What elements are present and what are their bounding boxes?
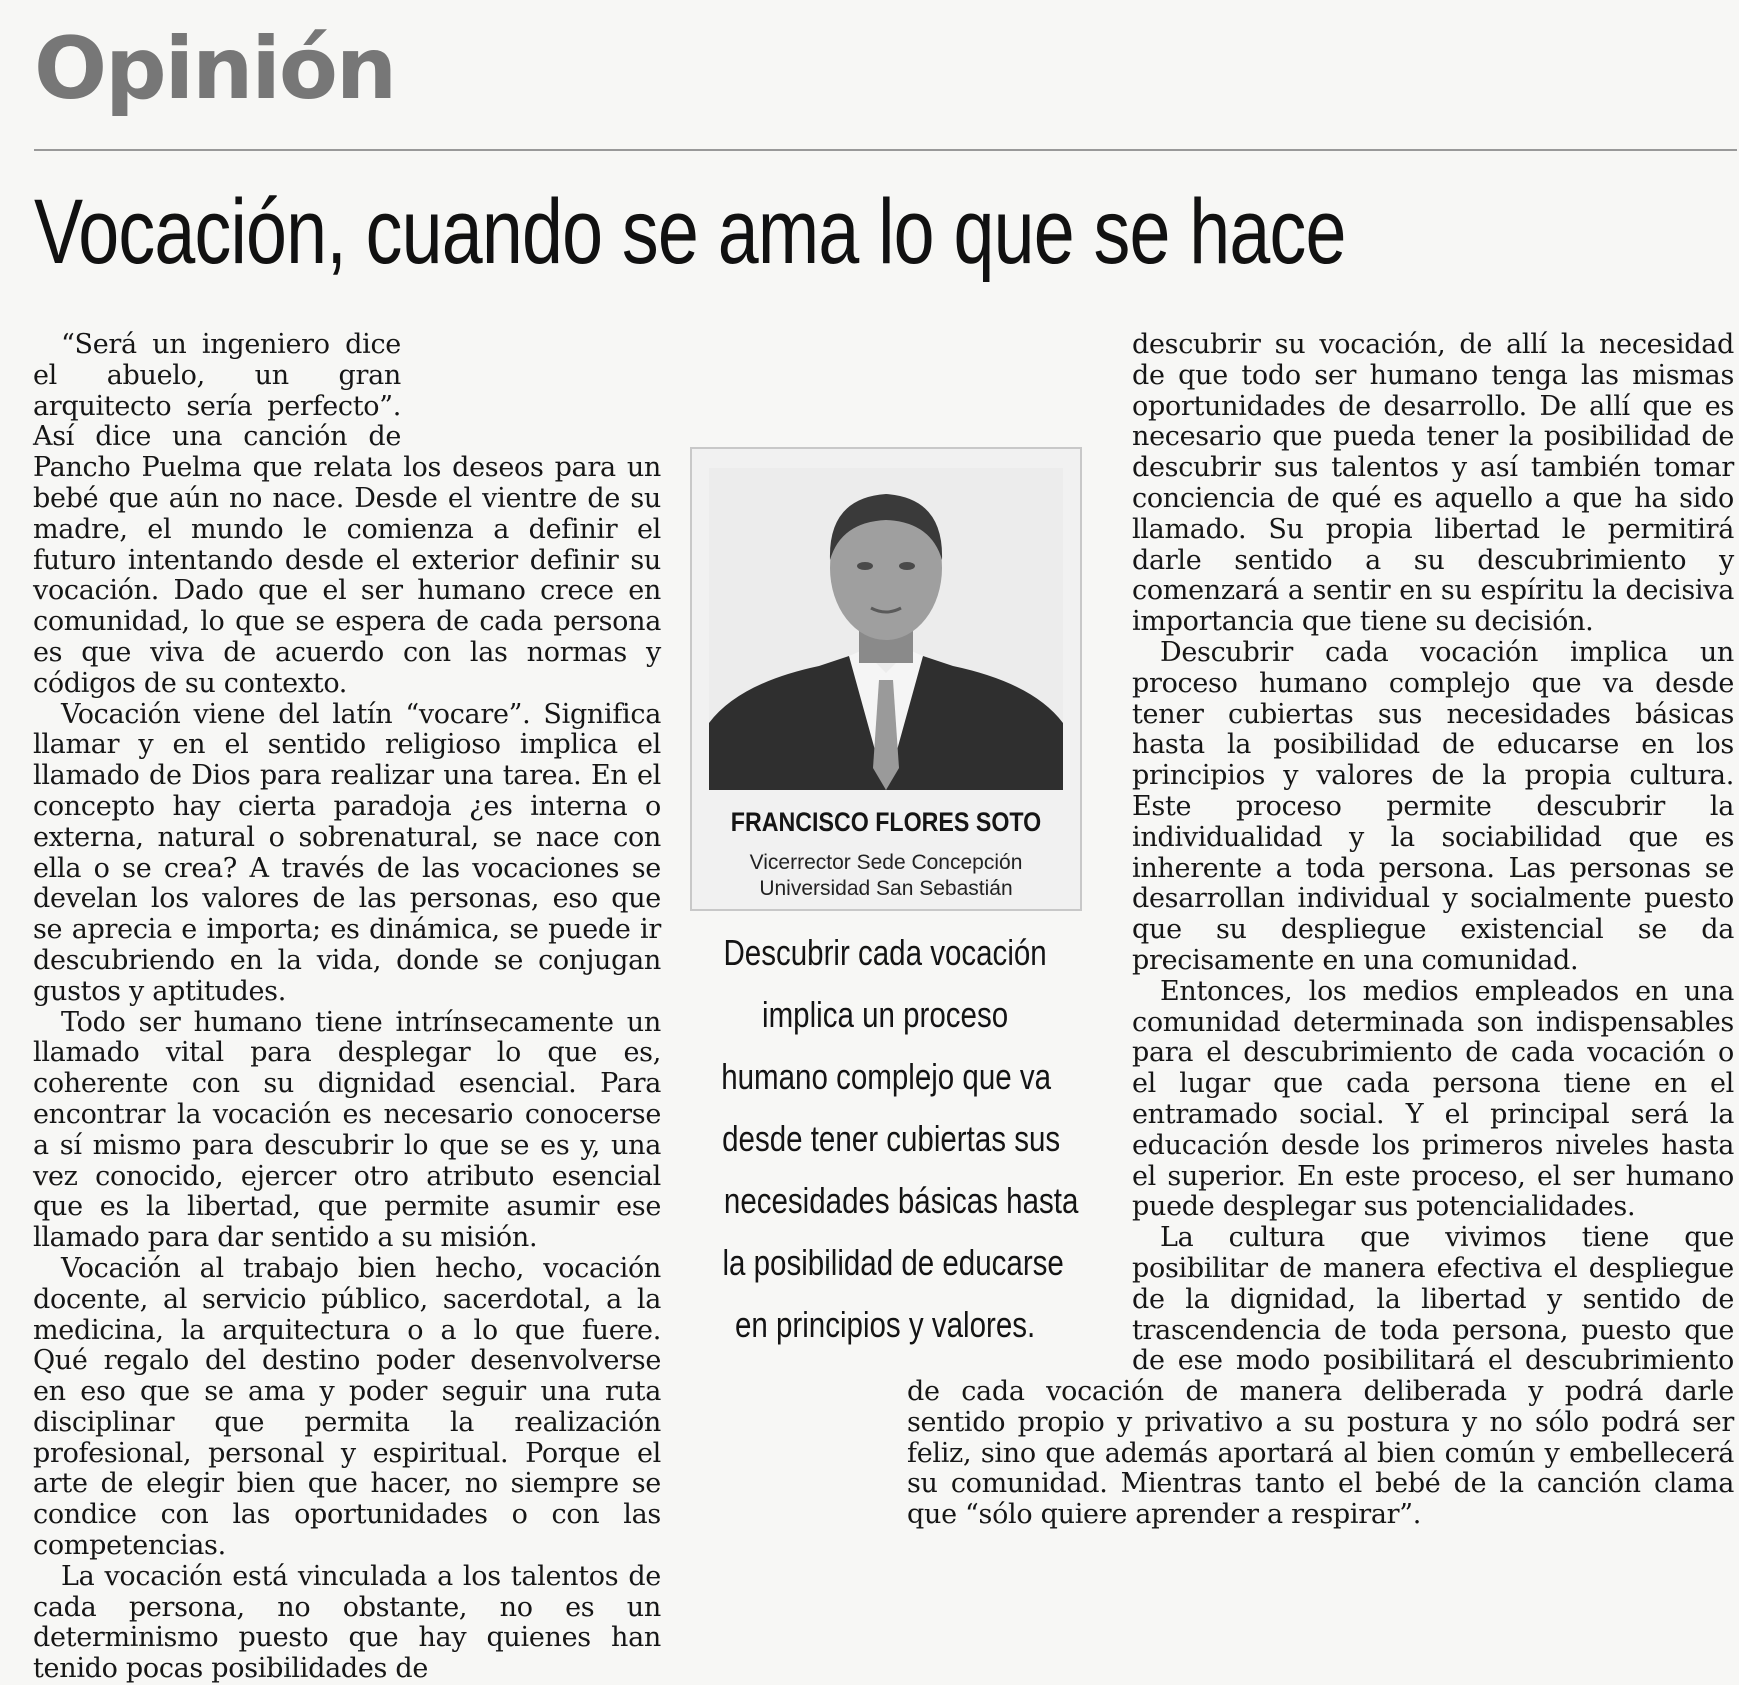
pull-quote-line: en principios y valores. <box>734 1304 1036 1345</box>
paragraph: Descubrir cada vocación implica un proceso humano complejo que va desde tener cubiertas sus necesidades básicas hasta la posibilidad de educarse en los principios y valores de la propia cultura. Este proceso permite descubrir la individualidad y la sociabilidad que es inherente a toda persona. Las personas se desarrollan individual y socialmente puesto que su despliegue existencial se da precisamente en una comunidad. <box>1132 636 1734 976</box>
author-box <box>690 447 1082 911</box>
pull-quote-line: humano complejo que va <box>721 1056 1052 1097</box>
paragraph: descubrir su vocación, de allí la necesidad de que todo ser humano tenga las mismas oportunidades de desarrollo. De allí que es necesario que pueda tener la posibilidad de descubrir sus talentos y así también tomar conciencia de qué es aquello a que ha sido llamado. Su propia libertad le permitirá darle sentido a su descubrimiento y comenzará a sentir en su espíritu la decisiva importancia que tiene su decisión. <box>1132 329 1734 638</box>
paragraph: Vocación al trabajo bien hecho, vocación docente, al servicio público, sacerdotal, a la medicina, la arquitectura o a lo que fuere. Qué regalo del destino poder desenvolverse en eso que se ama y poder seguir una ruta disciplinar que permita la realización profesional, personal y espiritual. Porque el arte de elegir bien que hacer, no siempre se condice con las oportunidades o con las competencias. <box>33 1252 661 1562</box>
portrait-image <box>709 468 1063 790</box>
author-photo <box>709 468 1063 790</box>
paragraph: Entonces, los medios empleados en una comunidad determinada son indispensables para el descubrimiento de cada vocación o el lugar que cada persona tiene en el entramado social. Y el principal será la educación desde los primeros niveles hasta el superior. En este proceso, el ser humano puede desplegar sus potencialidades. <box>1132 975 1734 1223</box>
paragraph: La cultura que vivimos tiene que posibilitar de manera efectiva el despliegue de la dignidad, la libertad y sentido de trascendencia de toda persona, puesto que de ese modo posibilitará el descubrimiento de cada vocación de manera deliberada y podrá darle sentido propio y privativo a su postura y no sólo podrá ser feliz, sino que además aportará al bien común y embellecerá su comunidad. Mientras tanto el bebé de la canción clama que “sólo quiere aprender a respirar”. <box>907 1222 1734 1531</box>
paragraph: Todo ser humano tiene intrínsecamente un llamado vital para desplegar lo que es, coherente con su dignidad esencial. Para encontrar la vocación es necesario conocerse a sí mismo para descubrir lo que se es y, una vez conocido, ejercer otro atributo esencial que es la libertad, que permite asumir ese llamado para dar sentido a su misión. <box>33 1006 661 1254</box>
pull-quote-line: necesidades básicas hasta <box>723 1180 1079 1221</box>
paragraph: “Será un ingeniero dice el abuelo, un gran arquitecto sería perfecto”. Así dice una canción de Pancho Puelma que relata los deseos para un bebé que aún no nace. Desde el vientre de su madre, el mundo le comienza a definir el futuro intentando desde el exterior definir su vocación. Dado que el ser humano crece en comunidad, lo que se espera de cada persona es que viva de acuerdo con las normas y códigos de su contexto. <box>33 329 661 699</box>
paragraph: Vocación viene del latín “vocare”. Significa llamar y en el sentido religioso implica el llamado de Dios para realizar una tarea. En el concepto hay cierta paradoja ¿es interna o externa, natural o sobrenatural, se nace con ella o se crea? A través de las vocaciones se develan los valores de las personas, eso que se aprecia e importa; es dinámica, se puede ir descubriendo en la vida, donde se conjugan gustos y aptitudes. <box>33 698 661 1007</box>
section-divider <box>34 149 1737 151</box>
pull-quote-line: desde tener cubiertas sus <box>722 1118 1061 1159</box>
pull-quote-line: Descubrir cada vocación <box>723 932 1047 973</box>
pull-quote-line: la posibilidad de educarse <box>722 1242 1064 1283</box>
pull-quote-line: implica un proceso <box>761 994 1009 1035</box>
pull-quote <box>685 922 1085 1356</box>
article-headline: Vocación, cuando se ama lo que se hace <box>34 181 1346 283</box>
author-name: FRANCISCO FLORES SOTO <box>730 807 1042 837</box>
paragraph: La vocación está vinculada a los talentos de cada persona, no obstante, no es un determinismo puesto que hay quienes han tenido pocas posibilidades de <box>33 1560 661 1685</box>
author-role: Vicerrector Sede Concepción <box>749 851 1023 874</box>
photo-wrap-space <box>401 330 661 438</box>
section-title: Opinión <box>34 19 396 119</box>
author-affiliation: Universidad San Sebastián <box>759 877 1013 900</box>
article-column-left <box>33 329 661 1685</box>
